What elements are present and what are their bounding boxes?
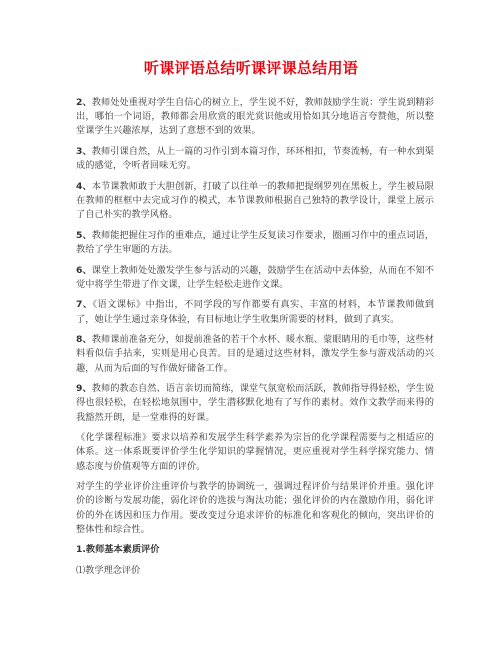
- paragraph-text: 《语文课标》中指出，不同学段的写作都要有真实、丰富的材料，本节课教师做到了，她让学生通过亲身体验，有目标地让学生收集所需要的材料，做到了真实。: [76, 299, 434, 325]
- paragraph-7: [76, 298, 434, 326]
- paragraph-curriculum-standard: [76, 431, 434, 474]
- section-heading: 1.教师基本素质评价: [76, 544, 160, 556]
- paragraph-number: 3、: [76, 146, 92, 157]
- paragraph-9: [76, 382, 434, 425]
- paragraph-4: [76, 180, 434, 223]
- paragraph-text: 课堂上教师处处激发学生参与活动的兴趣，鼓励学生在活动中去体验，从而在不知不觉中将学生带进了作文课，让学生轻松走进作文课。: [76, 264, 434, 290]
- paragraph-text: 《化学课程标准》要求以培养和发展学生科学素养为宗旨的化学课程需要与之相适应的体系。这一体系既要评价学生化学知识的掌握情况，更应重视对学生科学探究能力、情感态度与价值观等方面的评价。: [76, 432, 434, 472]
- paragraph-number: 6、: [76, 264, 92, 276]
- paragraph-6: [76, 264, 434, 292]
- paragraph-number: 2、: [76, 97, 92, 108]
- paragraph-text: 教师能把握住习作的重难点，通过让学生反复读习作要求，圈画习作中的重点词语，教给了学生审题的方法。: [76, 229, 434, 255]
- paragraph-text: 教师课前准备充分，如提前准备的若干个水杯、暖水瓶、蒙眼睛用的毛巾等，这些材料看似信手拈来，实则是用心良苦。目的是通过这些材料，激发学生参与游戏活动的兴趣，从而为后面的写作做好储备工作。: [76, 334, 434, 374]
- paragraph-number: 5、: [76, 229, 92, 241]
- paragraph-5: [76, 229, 434, 257]
- paragraph-number: 7、: [76, 299, 93, 311]
- paragraph-8: [76, 333, 434, 376]
- document-body: [76, 96, 434, 578]
- paragraph-number: 9、: [76, 383, 92, 395]
- paragraph-text: 教师处处重视对学生自信心的树立上，学生说不好，教师鼓励学生说：学生说到精彩出，哪怕一个词语，教师都会用欣赏的眼光赏识他或用恰如其分地语言夸赞他，所以整堂课学生兴趣浓厚，达到了意想不到的效果。: [76, 97, 434, 137]
- paragraph-number: 8、: [76, 334, 92, 346]
- paragraph-3: [76, 145, 434, 173]
- paragraph-text: 教师引课自然，从上一篇的习作引到本篇习作，环环相扣，节奏流畅，有一种水到渠成的感觉，令听者回味无穷。: [76, 146, 434, 172]
- paragraph-number: 4、: [76, 180, 92, 192]
- section-subheading: ⑴教学理念评价: [76, 564, 141, 576]
- paragraph-text: 对学生的学业评价注重评价与教学的协调统一，强调过程评价与结果评价并重。强化评价的诊断与发展功能，弱化评价的选拔与淘汰功能；强化评价的内在激励作用，弱化评价的外在诱因和压力作用。要改变过分追求评价的标准化和客观化的倾向，突出评价的整体性和综合性。: [76, 481, 434, 535]
- paragraph-text: 本节课教师敢于大胆创新，打破了以往单一的教师把提纲罗列在黑板上，学生被局限在教师的框框中去完成习作的模式，本节课教师根据自己独特的教学设计，课堂上展示了自己朴实的教学风格。: [76, 180, 434, 221]
- paragraph-text: 教师的教态自然、语言亲切而简练，课堂气氛宽松而活跃，教师指导得轻松，学生说得也很轻松，在轻松地氛围中，学生潜移默化地有了写作的素材。效作文教学而来得的我豁然开朗，是一堂难得的好课。: [76, 383, 434, 423]
- document-title: 听课评语总结听课评课总结用语: [143, 59, 359, 77]
- paragraph-2: [76, 96, 434, 139]
- paragraph-evaluation: [76, 480, 434, 537]
